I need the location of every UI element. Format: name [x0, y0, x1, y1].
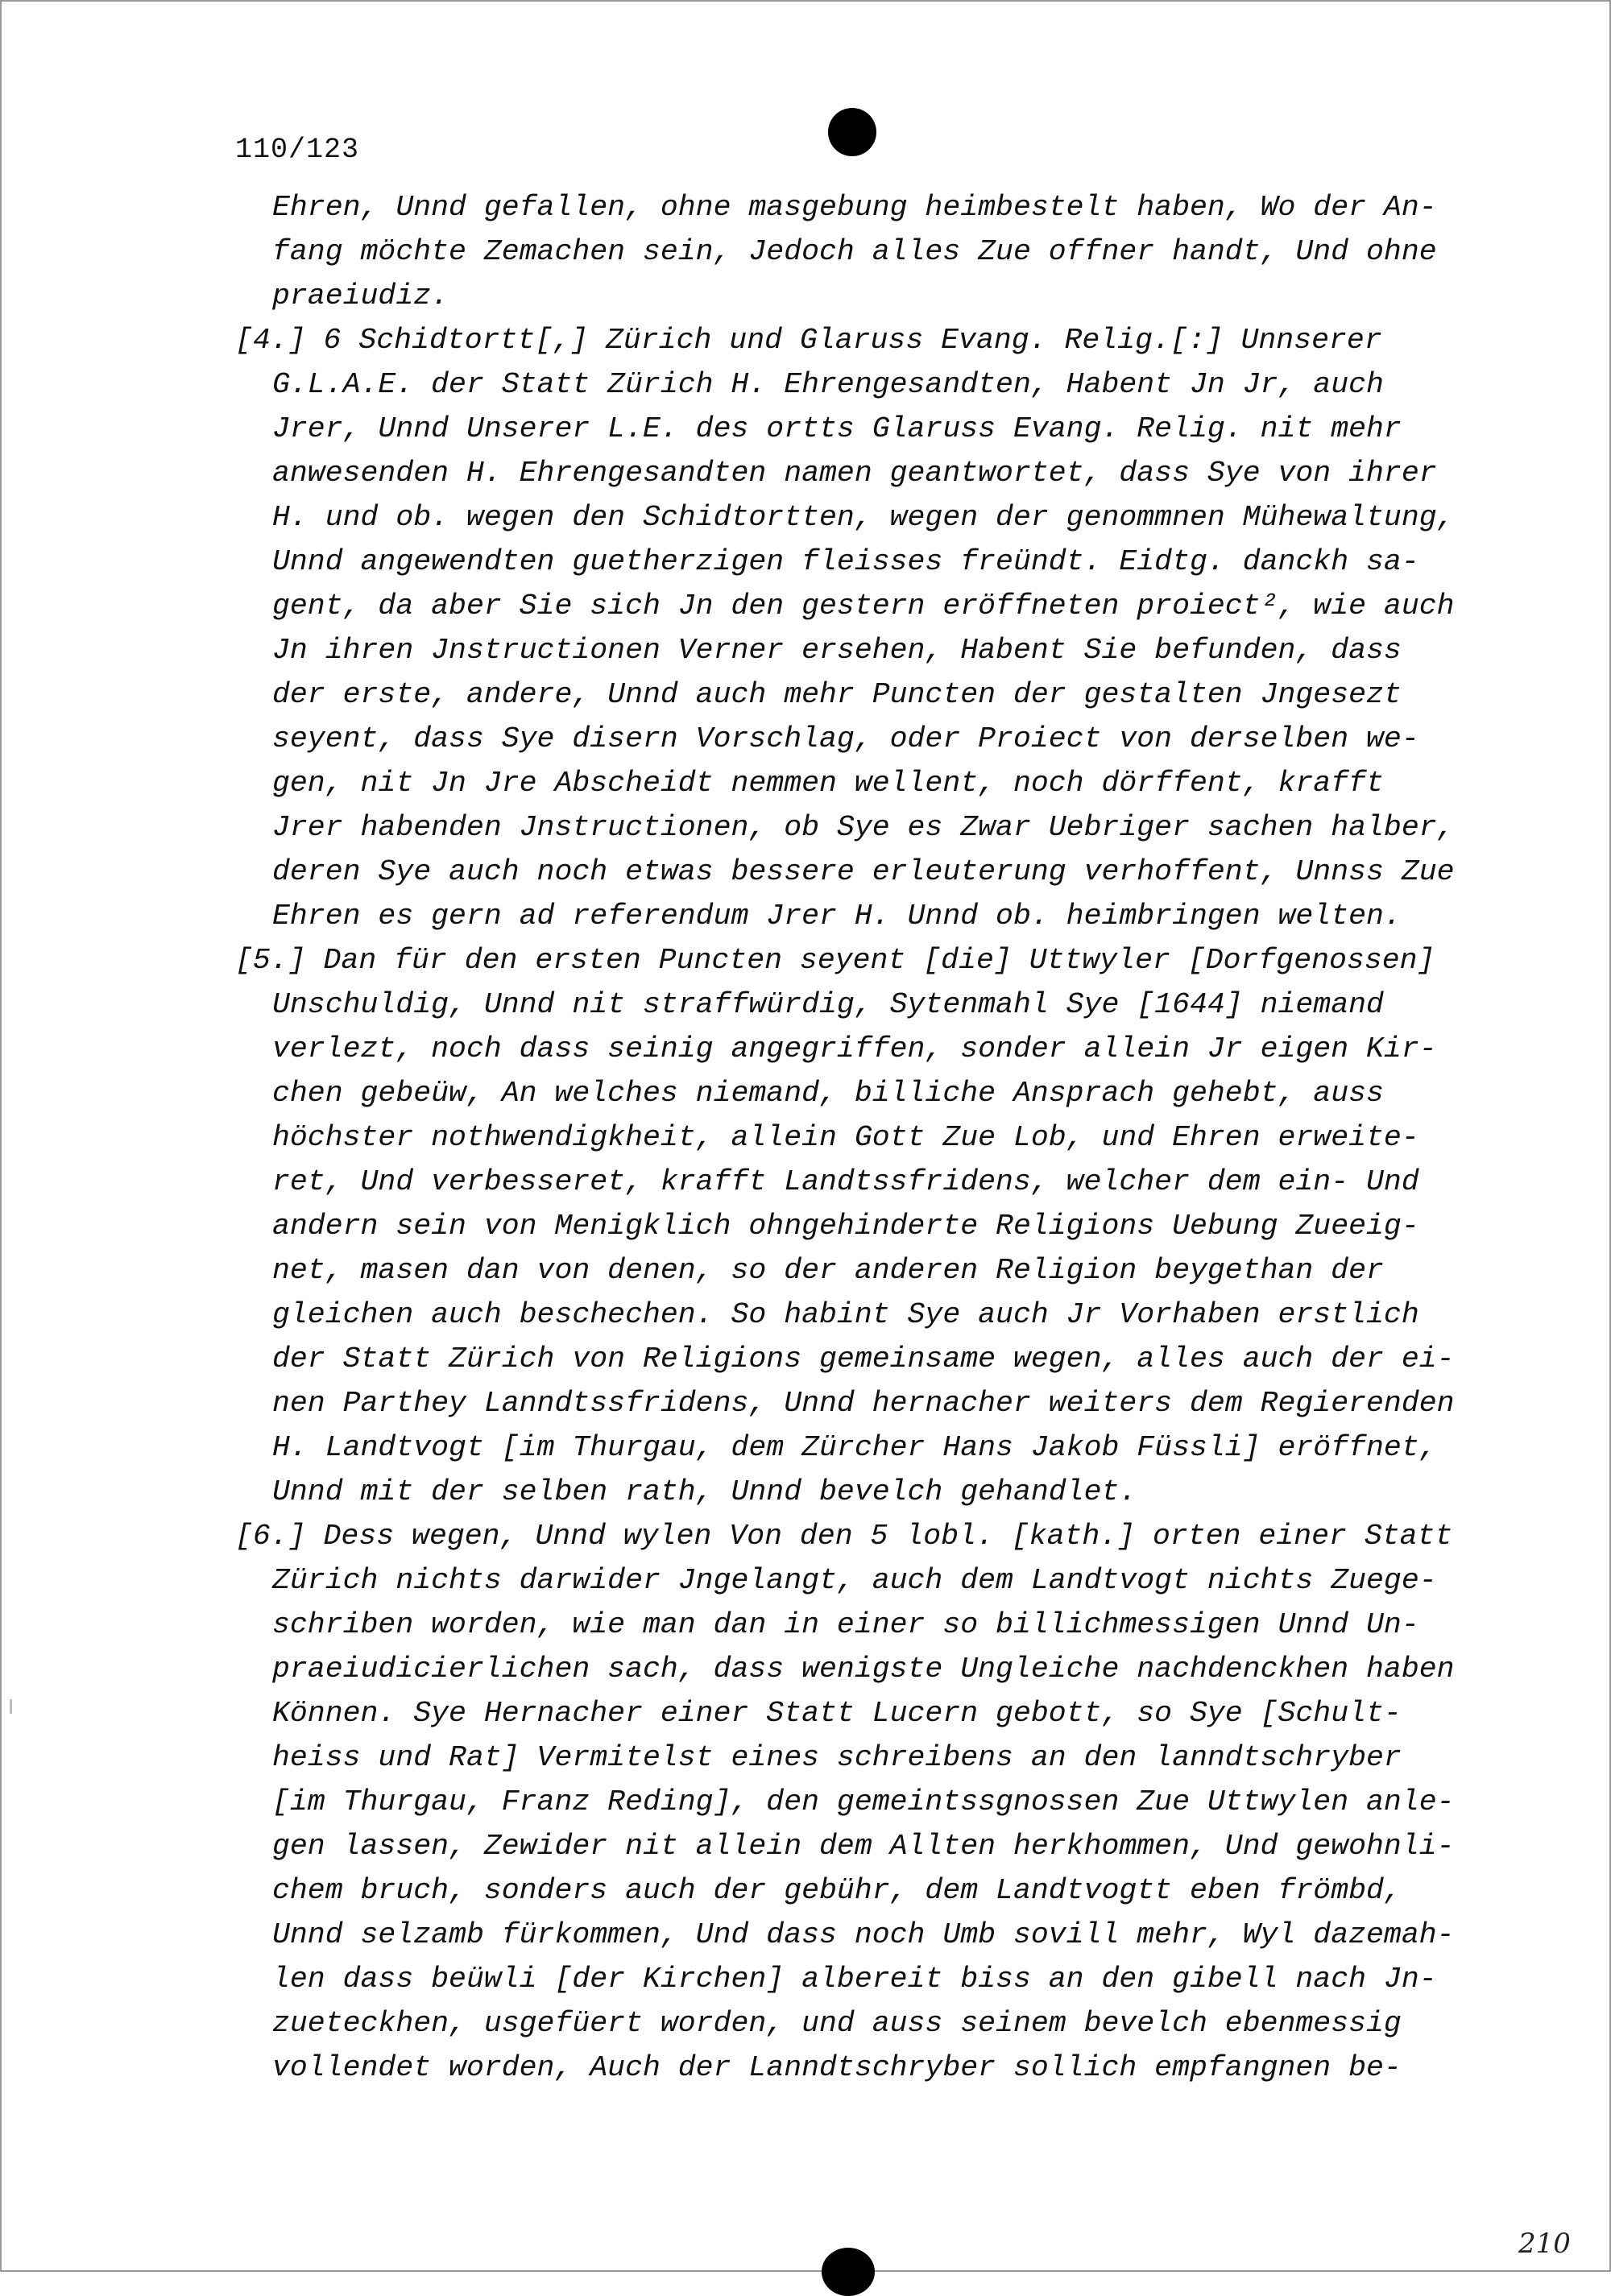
text-line: höchster nothwendigkheit, allein Gott Zue Lob, und Ehren erweite- [272, 1121, 1419, 1154]
text-line: [6.] Dess wegen, Unnd wylen Von den 5 lobl. [kath.] orten einer Statt [235, 1520, 1453, 1553]
text-line: ret, Und verbesseret, krafft Landtssfridens, welcher dem ein- Und [272, 1165, 1419, 1198]
text-line: praeiudiz. [272, 279, 449, 312]
text-line: praeiudicierlichen sach, dass wenigste Ungleiche nachdenckhen haben [272, 1653, 1455, 1686]
text-line: heiss und Rat] Vermitelst eines schreibens an den lanndtschryber [272, 1741, 1402, 1774]
text-line: der Statt Zürich von Religions gemeinsame wegen, alles auch der ei- [272, 1342, 1455, 1376]
text-line: anwesenden H. Ehrengesandten namen geantwortet, dass Sye von ihrer [272, 457, 1437, 490]
text-line: [im Thurgau, Franz Reding], den gemeintssgnossen Zue Uttwylen anle- [272, 1785, 1455, 1818]
text-line: G.L.A.E. der Statt Zürich H. Ehrengesandten, Habent Jn Jr, auch [272, 368, 1384, 401]
text-line: gen lassen, Zewider nit allein dem Allten herkhommen, Und gewohnli- [272, 1830, 1455, 1863]
text-line: H. Landtvogt [im Thurgau, dem Zürcher Hans Jakob Füssli] eröffnet, [272, 1431, 1437, 1464]
text-line: der erste, andere, Unnd auch mehr Puncten der gestalten Jngesezt [272, 678, 1402, 711]
text-line: zueteckhen, usgefüert worden, und auss seinem bevelch ebenmessig [272, 2007, 1402, 2040]
text-line: Ehren, Unnd gefallen, ohne masgebung heimbestelt haben, Wo der An- [272, 191, 1437, 224]
text-line: vollendet worden, Auch der Lanndtschryber sollich empfangnen be- [272, 2051, 1402, 2084]
text-line: gleichen auch beschechen. So habint Sye auch Jr Vorhaben erstlich [272, 1298, 1419, 1331]
text-line: Jrer habenden Jnstructionen, ob Sye es Zwar Uebriger sachen halber, [272, 811, 1455, 844]
text-line: gent, da aber Sie sich Jn den gestern eröffneten proiect², wie auch [272, 590, 1455, 623]
text-line: andern sein von Menigklich ohngehinderte Religions Uebung Zueeig- [272, 1210, 1419, 1243]
text-line: gen, nit Jn Jre Abscheidt nemmen wellent, noch dörffent, krafft [272, 767, 1384, 800]
page-number: 110/123 [235, 134, 360, 166]
text-line: Unnd angewendten guetherzigen fleisses freündt. Eidtg. danckh sa- [272, 545, 1419, 578]
text-line: [5.] Dan für den ersten Puncten seyent [die] Uttwyler [Dorfgenossen] [235, 944, 1435, 977]
text-line: Jn ihren Jnstructionen Verner ersehen, Habent Sie befunden, dass [272, 634, 1402, 667]
text-line: len dass beüwli [der Kirchen] albereit biss an den gibell nach Jn- [272, 1963, 1437, 1996]
text-line: chem bruch, sonders auch der gebühr, dem Landtvogtt eben frömbd, [272, 1874, 1402, 1907]
text-line: H. und ob. wegen den Schidtortten, wegen der genommnen Mühewaltung, [272, 501, 1455, 534]
text-line: seyent, dass Sye disern Vorschlag, oder Proiect von derselben we- [272, 722, 1419, 755]
text-line: Ehren es gern ad referendum Jrer H. Unnd ob. heimbringen welten. [272, 900, 1402, 933]
punch-hole-top [828, 108, 876, 156]
punch-hole-bottom [822, 2248, 875, 2296]
text-line: Unnd selzamb fürkommen, Und dass noch Umb sovill mehr, Wyl dazemah- [272, 1918, 1455, 1951]
margin-mark [10, 1699, 12, 1714]
text-line: Zürich nichts darwider Jngelangt, auch dem Landtvogt nichts Zuege- [272, 1564, 1437, 1597]
text-line: nen Parthey Lanndtssfridens, Unnd hernacher weiters dem Regierenden [272, 1387, 1455, 1420]
text-line: Unnd mit der selben rath, Unnd bevelch gehandlet. [272, 1475, 1137, 1508]
text-line: net, masen dan von denen, so der anderen Religion beygethan der [272, 1254, 1384, 1287]
text-line: Jrer, Unnd Unserer L.E. des ortts Glaruss Evang. Relig. nit mehr [272, 412, 1402, 445]
text-line: fang möchte Zemachen sein, Jedoch alles Zue offner handt, Und ohne [272, 235, 1437, 268]
text-line: chen gebeüw, An welches niemand, billiche Ansprach gehebt, auss [272, 1077, 1384, 1110]
text-line: verlezt, noch dass seinig angegriffen, sonder allein Jr eigen Kir- [272, 1032, 1437, 1065]
text-line: Können. Sye Hernacher einer Statt Lucern gebott, so Sye [Schult- [272, 1697, 1402, 1730]
text-line: [4.] 6 Schidtortt[,] Zürich und Glaruss Evang. Relig.[:] Unnserer [235, 324, 1382, 357]
text-line: schriben worden, wie man dan in einer so billichmessigen Unnd Un- [272, 1608, 1419, 1641]
text-line: Unschuldig, Unnd nit straffwürdig, Sytenmahl Sye [1644] niemand [272, 988, 1384, 1021]
text-line: deren Sye auch noch etwas bessere erleuterung verhoffent, Unnss Zue [272, 855, 1455, 888]
handwritten-folio-number: 210 [1518, 2228, 1571, 2260]
